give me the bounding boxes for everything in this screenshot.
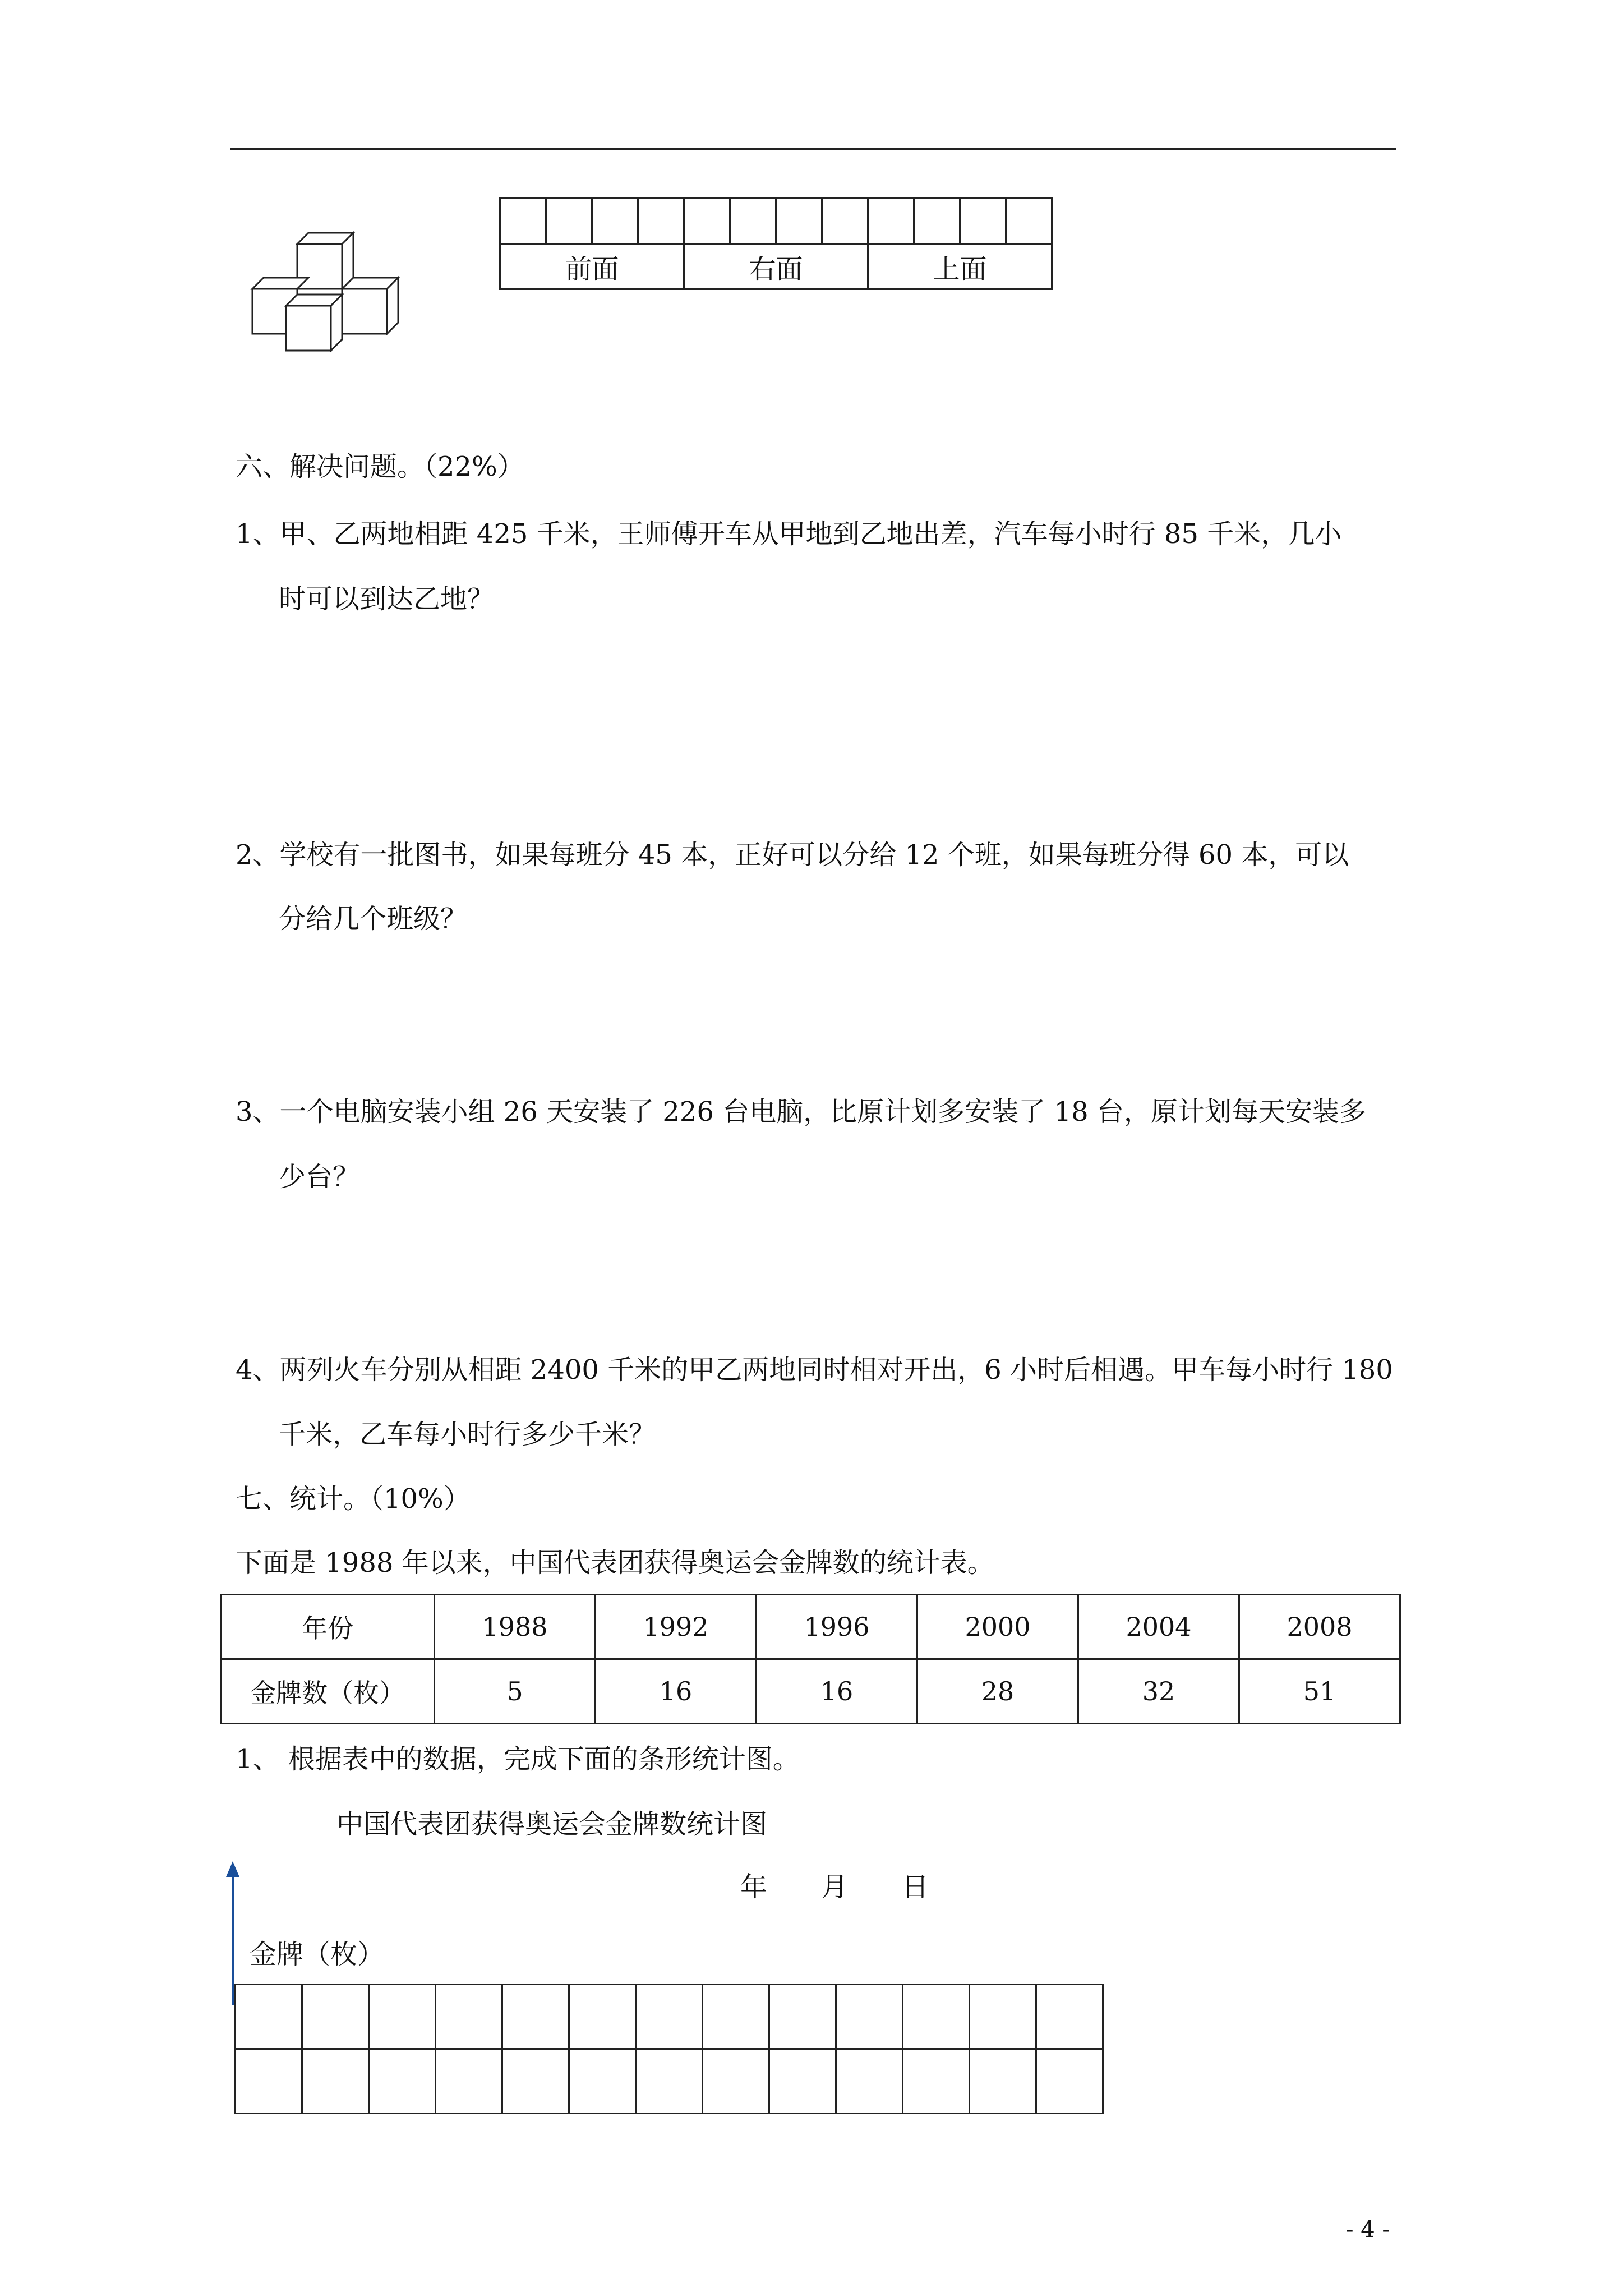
y-axis-label: 金牌（枚） <box>250 1939 385 1970</box>
medal-cell: 51 <box>1239 1659 1400 1724</box>
medal-cell: 28 <box>917 1659 1078 1724</box>
chart-cell[interactable] <box>236 1985 302 2049</box>
view-cell[interactable] <box>868 199 914 244</box>
medal-cell: 5 <box>435 1659 596 1724</box>
medal-table <box>220 1594 1401 1724</box>
header-rule <box>230 148 1396 150</box>
chart-title: 中国代表团获得奥运会金牌数统计图 <box>336 1809 768 1840</box>
medal-header: 金牌数（枚） <box>221 1659 435 1724</box>
chart-cell[interactable] <box>569 2049 636 2114</box>
chart-cell[interactable] <box>302 2049 369 2114</box>
table-row <box>221 1595 1400 1659</box>
page-number: - 4 - <box>1346 2217 1390 2243</box>
chart-cell[interactable] <box>369 1985 436 2049</box>
chart-cell[interactable] <box>903 1985 970 2049</box>
chart-cell[interactable] <box>569 1985 636 2049</box>
section7-heading: 七、统计。（10%） <box>236 1483 471 1515</box>
chart-cell[interactable] <box>1036 1985 1103 2049</box>
chart-cell[interactable] <box>436 2049 502 2114</box>
year-header: 年份 <box>221 1595 435 1659</box>
section6-heading: 六、解决问题。（22%） <box>236 451 524 482</box>
year-cell: 2008 <box>1239 1595 1400 1659</box>
chart-cell[interactable] <box>1036 2049 1103 2114</box>
problem4-line1: 4、两列火车分别从相距 2400 千米的甲乙两地同时相对开出，6 小时后相遇。甲车每小时行 180 <box>236 1354 1393 1386</box>
chart-cell[interactable] <box>703 1985 769 2049</box>
cube-figure <box>247 222 415 356</box>
medal-cell: 32 <box>1078 1659 1239 1724</box>
y-axis-line <box>232 1871 234 2005</box>
chart-cell[interactable] <box>970 1985 1036 2049</box>
problem2-line2: 分给几个班级？ <box>279 903 468 935</box>
chart-cell[interactable] <box>302 1985 369 2049</box>
problem1-line1: 1、甲、乙两地相距 425 千米，王师傅开车从甲地到乙地出差，汽车每小时行 85 千米，几小 <box>236 518 1342 550</box>
view-cell[interactable] <box>592 199 638 244</box>
view-cell[interactable] <box>776 199 822 244</box>
chart-cell[interactable] <box>769 2049 836 2114</box>
view-cell[interactable] <box>500 199 546 244</box>
chart-cell[interactable] <box>703 2049 769 2114</box>
chart-cell[interactable] <box>836 2049 903 2114</box>
view-cell[interactable] <box>960 199 1006 244</box>
year-cell: 2004 <box>1078 1595 1239 1659</box>
medal-cell: 16 <box>757 1659 917 1724</box>
problem1-line2: 时可以到达乙地？ <box>279 583 495 615</box>
chart-cell[interactable] <box>502 2049 569 2114</box>
chart-cell[interactable] <box>903 2049 970 2114</box>
chart-cell[interactable] <box>502 1985 569 2049</box>
view-label-right: 右面 <box>684 244 868 289</box>
chart-cell[interactable] <box>369 2049 436 2114</box>
problem3-line1: 3、一个电脑安装小组 26 天安装了 226 台电脑，比原计划多安装了 18 台，原计划每天安装多 <box>236 1096 1366 1128</box>
year-cell: 1992 <box>596 1595 757 1659</box>
view-cell[interactable] <box>914 199 960 244</box>
date-line: 年 月 日 <box>740 1871 929 1903</box>
view-cell[interactable] <box>684 199 730 244</box>
problem3-line2: 少台？ <box>279 1161 360 1193</box>
chart-cell[interactable] <box>970 2049 1036 2114</box>
view-label-top: 上面 <box>868 244 1052 289</box>
view-cell[interactable] <box>730 199 776 244</box>
task1-text: 1、 根据表中的数据，完成下面的条形统计图。 <box>236 1743 800 1775</box>
view-cell[interactable] <box>546 199 592 244</box>
bar-chart-grid <box>234 1984 1104 2114</box>
view-cell[interactable] <box>1006 199 1052 244</box>
year-cell: 1988 <box>435 1595 596 1659</box>
problem2-line1: 2、学校有一批图书，如果每班分 45 本，正好可以分给 12 个班，如果每班分得 60 本，可以 <box>236 839 1349 871</box>
view-cell[interactable] <box>638 199 684 244</box>
medal-cell: 16 <box>596 1659 757 1724</box>
chart-cell[interactable] <box>636 1985 703 2049</box>
table-row <box>221 1659 1400 1724</box>
chart-cell[interactable] <box>769 1985 836 2049</box>
problem4-line2: 千米，乙车每小时行多少千米？ <box>279 1419 656 1450</box>
chart-cell[interactable] <box>636 2049 703 2114</box>
chart-cell[interactable] <box>836 1985 903 2049</box>
stats-intro: 下面是 1988 年以来，中国代表团获得奥运会金牌数的统计表。 <box>236 1547 994 1579</box>
year-cell: 2000 <box>917 1595 1078 1659</box>
view-cell[interactable] <box>822 199 868 244</box>
view-label-front: 前面 <box>500 244 684 289</box>
views-grid <box>499 197 1053 290</box>
chart-cell[interactable] <box>436 1985 502 2049</box>
chart-cell[interactable] <box>236 2049 302 2114</box>
year-cell: 1996 <box>757 1595 917 1659</box>
